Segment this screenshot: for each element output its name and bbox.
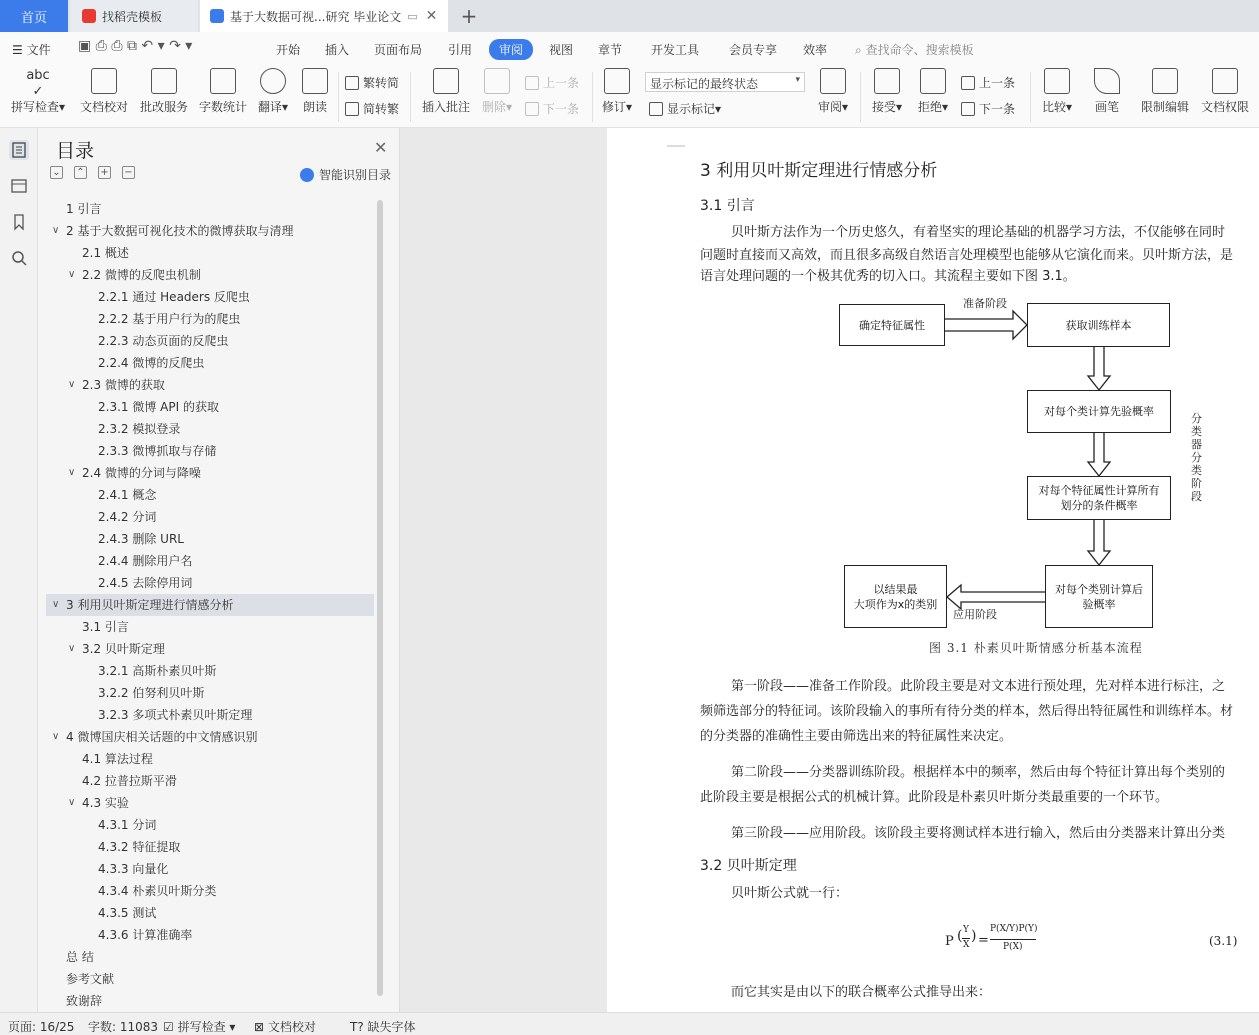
formula-lhs-den: X [963, 940, 970, 950]
doc-permission-button[interactable] [1198, 68, 1252, 115]
paragraph-line: 语言处理问题的一个极其优秀的切入口。其流程主要如下图 3.1。 [700, 269, 1076, 284]
figure-caption: 图 3.1 朴素贝叶斯情感分析基本流程 [929, 641, 1143, 655]
read-aloud-icon [302, 68, 328, 94]
toc-item[interactable] [46, 968, 374, 990]
smart-toc-label: 智能识别目录 [319, 168, 392, 182]
toc-item-label: 4.3.2 特征提取 [98, 840, 181, 854]
convert-icon [345, 76, 359, 90]
lock-icon [1152, 68, 1178, 94]
toc-item[interactable] [46, 396, 374, 418]
word-count-indicator[interactable]: 字数: 11083 [88, 1020, 159, 1034]
toc-item[interactable] [46, 418, 374, 440]
left-sidebar [0, 128, 38, 1012]
menu-member[interactable]: 会员专享 [729, 43, 778, 57]
missing-font-icon: T? [350, 1020, 364, 1034]
flow-box-sample: 获取训练样本 [1027, 303, 1170, 347]
menu-view[interactable]: 视图 [549, 43, 574, 57]
toc-item-label: 2 基于大数据可视化技术的微博获取与清理 [66, 224, 294, 238]
toc-item-label: 3.1 引言 [82, 620, 129, 634]
flow-box-feature: 确定特征属性 [839, 304, 945, 346]
chevron-down-icon[interactable]: ∨ [52, 599, 60, 610]
reject-button[interactable]: 拒绝▾ [914, 68, 952, 115]
toc-item-label: 4.2 拉普拉斯平滑 [82, 774, 177, 788]
status-font-label: 缺失字体 [367, 1020, 416, 1034]
status-bar [0, 1012, 1259, 1034]
tab-home[interactable] [0, 0, 68, 32]
checkbox-icon: ☑ [163, 1020, 174, 1034]
pen-icon [1094, 68, 1120, 94]
toc-item[interactable] [46, 990, 374, 1008]
toc-item[interactable] [46, 220, 374, 242]
toc-item-label: 4.3 实验 [82, 796, 129, 810]
file-menu-label: 文件 [26, 43, 51, 57]
toc-item[interactable] [46, 352, 374, 374]
menu-start[interactable]: 开始 [276, 43, 301, 57]
docer-logo-icon [82, 9, 96, 23]
status-spell-check[interactable]: ☑ 拼写检查 ▾ [163, 1020, 236, 1034]
chevron-down-icon[interactable]: ∨ [52, 225, 60, 236]
review-pane-label: 审阅 [817, 100, 842, 114]
toc-item[interactable] [46, 704, 374, 726]
toc-item[interactable] [46, 770, 374, 792]
show-marks-icon [649, 102, 663, 116]
toc-item-label: 4 微博国庆相关话题的中文情感识别 [66, 730, 258, 744]
comment-plus-icon [433, 68, 459, 94]
command-search[interactable] [855, 41, 974, 58]
restrict-edit-button[interactable] [1138, 68, 1192, 115]
next-change-icon [961, 102, 975, 116]
toc-item[interactable] [46, 572, 374, 594]
word-doc-icon [210, 9, 224, 23]
menu-layout[interactable]: 页面布局 [374, 43, 423, 57]
menu-dev-tools[interactable]: 开发工具 [651, 43, 700, 57]
toc-item[interactable] [46, 902, 374, 924]
to-simplified-label: 简转繁 [363, 102, 400, 116]
tab-bar [0, 0, 1259, 32]
comment-delete-icon [484, 68, 510, 94]
toc-item-label: 3.2.2 伯努利贝叶斯 [98, 686, 205, 700]
smart-toc-icon [300, 168, 314, 182]
toc-item[interactable] [46, 308, 374, 330]
add-level-icon[interactable]: + [98, 166, 111, 179]
formula-rhs-den: P(X) [1003, 942, 1023, 952]
toc-item-label: 3.2.3 多项式朴素贝叶斯定理 [98, 708, 253, 722]
tab-close-icon[interactable]: ✕ [425, 8, 438, 24]
search-icon: ⌕ [855, 43, 862, 57]
convert-icon [345, 102, 359, 116]
toc-item[interactable] [46, 594, 374, 616]
review-ribbon [0, 66, 1259, 128]
delete-comment-button[interactable]: 删除▾ [479, 68, 515, 115]
flow-box-text: 以结果最 [873, 582, 918, 596]
paragraph-line: 第一阶段——准备工作阶段。此阶段主要是对文本进行预处理，先对样本进行标注，之 [731, 679, 1226, 694]
toc-item[interactable] [46, 924, 374, 946]
chevron-down-icon: ▾ [795, 75, 800, 85]
formula-tag: (3.1) [1209, 934, 1238, 948]
toc-scrollbar[interactable] [377, 200, 383, 996]
flow-arrow-down [1088, 433, 1110, 476]
toc-item[interactable] [46, 726, 374, 748]
paragraph-line: 而它其实是由以下的联合概率公式推导出来： [731, 985, 992, 1000]
prev-comment-button[interactable] [525, 74, 579, 91]
toc-item-label: 2.3.1 微博 API 的获取 [98, 400, 219, 414]
page-indicator[interactable]: 页面: 16/25 [8, 1020, 75, 1034]
flow-label-apply: 应用阶段 [953, 608, 997, 621]
toc-title: 目录 [56, 140, 95, 162]
menu-reference[interactable]: 引用 [448, 43, 473, 57]
toc-item-label: 4.3.1 分词 [98, 818, 157, 832]
chevron-down-icon[interactable]: ∨ [68, 643, 76, 654]
toc-item[interactable] [46, 242, 374, 264]
mark-state-select[interactable] [645, 72, 805, 92]
tab-document-label: 基于大数据可视...研究 毕业论文 [230, 9, 402, 24]
mark-state-value: 显示标记的最终状态 [650, 77, 759, 91]
prev-change-icon [961, 76, 975, 90]
toc-item-label: 4.3.4 朴素贝叶斯分类 [98, 884, 217, 898]
spell-check-icon: abc ✓ [26, 68, 50, 99]
toc-item-label: 2.3.3 微博抓取与存储 [98, 444, 217, 458]
ribbon-divider [1030, 72, 1031, 122]
reject-label: 拒绝 [917, 100, 942, 114]
flow-box-text: 验概率 [1082, 597, 1116, 611]
doc-permission-label: 文档权限 [1200, 100, 1249, 114]
toc-item-label: 2.2.2 基于用户行为的爬虫 [98, 312, 241, 326]
new-tab-plus-icon[interactable]: + [460, 4, 478, 28]
track-changes-icon [604, 68, 630, 94]
proofread-small-icon: ⊠ [254, 1020, 265, 1034]
toc-item[interactable] [46, 858, 374, 880]
toc-item-label: 1 引言 [66, 202, 102, 216]
word-count-label: 字数统计 [198, 100, 247, 114]
menu-chapter[interactable]: 章节 [598, 43, 623, 57]
compare-label: 比较 [1041, 100, 1066, 114]
toc-item[interactable] [46, 484, 374, 506]
tab-template[interactable] [70, 0, 198, 32]
flow-arrow-down [1088, 347, 1110, 390]
ribbon-divider [860, 72, 861, 122]
insert-comment-button[interactable] [418, 68, 474, 115]
chevron-down-icon[interactable]: ∨ [68, 797, 76, 808]
flow-box-text: 对每个特征属性计算所有 [1038, 484, 1160, 497]
tab-screen-icon[interactable]: ▭ [407, 9, 418, 23]
toc-item-label: 3 利用贝叶斯定理进行情感分析 [66, 598, 234, 612]
next-change-button[interactable] [961, 100, 1015, 117]
spell-check-button[interactable]: abc ✓ 拼写检查▾ [8, 68, 68, 115]
toc-item-label: 3.2.1 高斯朴素贝叶斯 [98, 664, 217, 678]
toc-item-label: 2.3.2 模拟登录 [98, 422, 181, 436]
prev-comment-label: 上一条 [543, 76, 580, 90]
toc-item[interactable] [46, 374, 374, 396]
ribbon-divider [410, 72, 411, 122]
paragraph-line: 的分类器的准确性主要由筛选出来的特征属性来决定。 [700, 729, 1013, 744]
next-comment-button[interactable] [525, 100, 579, 117]
flow-box-text: 对每个类别计算后 [1055, 582, 1143, 596]
proofread-icon [91, 68, 117, 94]
word-count-icon [210, 68, 236, 94]
toc-item[interactable] [46, 946, 374, 968]
chevron-down-icon[interactable]: ∨ [68, 467, 76, 478]
formula-paren: ( [957, 928, 963, 944]
toc-item[interactable] [46, 264, 374, 286]
toc-item-label: 致谢辞 [66, 994, 103, 1008]
restrict-edit-label: 限制编辑 [1140, 100, 1189, 114]
chevron-down-icon[interactable]: ∨ [68, 379, 76, 390]
paragraph-line: 频筛选部分的特征词。该阶段输入的事所有待分类的样本，然后得出特征属性和训练样本。材 [700, 704, 1234, 719]
track-changes-button[interactable]: 修订▾ [598, 68, 636, 115]
toc-item[interactable] [46, 880, 374, 902]
next-change-label: 下一条 [979, 102, 1016, 116]
navigation-icon[interactable] [9, 176, 29, 196]
prev-change-button[interactable] [961, 74, 1015, 91]
flow-box-prior: 对每个类计算先验概率 [1027, 390, 1171, 433]
document-page [607, 128, 1259, 1012]
to-simplified-button[interactable] [345, 100, 399, 117]
show-marks-button[interactable]: 显示标记 ▾ [649, 100, 721, 117]
toc-item[interactable] [46, 286, 374, 308]
heading-3-1: 3.1 引言 [700, 198, 755, 214]
heading-chapter-3: 3 利用贝叶斯定理进行情感分析 [700, 161, 938, 181]
compare-button[interactable]: 比较▾ [1038, 68, 1076, 115]
toc-item-label: 4.3.5 测试 [98, 906, 157, 920]
show-marks-label: 显示标记 [667, 102, 716, 116]
toc-item-label: 2.3 微博的获取 [82, 378, 165, 392]
status-proofread[interactable] [254, 1018, 316, 1035]
toc-item[interactable] [46, 682, 374, 704]
ribbon-divider [338, 72, 339, 122]
tab-document[interactable] [200, 0, 448, 32]
menu-insert[interactable]: 插入 [325, 43, 350, 57]
flow-arrow-left [947, 585, 1045, 609]
flow-label-train: 分类器分类阶段 [1191, 412, 1202, 503]
translate-label: 翻译 [257, 100, 282, 114]
toc-list [46, 198, 374, 1008]
toc-item[interactable] [46, 440, 374, 462]
hamburger-icon: ☰ [12, 43, 23, 57]
accept-icon [874, 68, 900, 94]
toc-item-label: 4.1 算法过程 [82, 752, 153, 766]
flow-arrow-down [1088, 520, 1110, 565]
to-traditional-button[interactable] [345, 74, 399, 91]
paragraph-line: 第二阶段——分类器训练阶段。根据样本中的频率，然后由每个特征计算出每个类别的 [731, 765, 1226, 780]
batch-service-icon [151, 68, 177, 94]
toc-item-label: 3.2 贝叶斯定理 [82, 642, 165, 656]
read-aloud-label: 朗读 [302, 100, 327, 114]
batch-service-button[interactable] [138, 68, 190, 115]
proofread-button[interactable] [78, 68, 130, 115]
toc-item-label: 总 结 [66, 950, 94, 964]
menu-efficiency[interactable]: 效率 [803, 43, 828, 57]
status-proof-label: 文档校对 [267, 1020, 316, 1034]
accept-label: 接受 [871, 100, 896, 114]
formula-paren: ) [971, 928, 977, 944]
menu-review[interactable]: 审阅 [489, 39, 533, 60]
menu-row [0, 32, 1259, 66]
word-count-button[interactable] [197, 68, 249, 115]
track-changes-label: 修订 [601, 100, 626, 114]
toc-item-label: 2.4.1 概念 [98, 488, 157, 502]
flow-box-text: 大项作为x的类别 [853, 597, 938, 611]
ribbon-divider [592, 72, 593, 122]
toc-item-label: 2.4.4 删除用户名 [98, 554, 193, 568]
paragraph-line: 此阶段主要是根据公式的机械计算。此阶段是朴素贝叶斯分类最重要的一个环节。 [700, 790, 1169, 805]
batch-service-label: 批改服务 [139, 100, 188, 114]
toc-item-label: 参考文献 [66, 972, 115, 986]
toc-item-label: 4.3.6 计算准确率 [98, 928, 193, 942]
file-menu[interactable] [12, 41, 51, 58]
toc-item-label: 2.4 微博的分词与降噪 [82, 466, 201, 480]
toc-item[interactable] [46, 330, 374, 352]
chevron-down-icon[interactable]: ∨ [68, 269, 76, 280]
toc-item[interactable] [46, 616, 374, 638]
toc-item[interactable] [46, 638, 374, 660]
fraction-bar [962, 938, 970, 939]
toc-item[interactable] [46, 836, 374, 858]
translate-icon [260, 68, 286, 94]
spell-check-label: 拼写检查 [10, 100, 59, 114]
toc-item-label: 2.2.1 通过 Headers 反爬虫 [98, 290, 250, 304]
toc-item-label: 2.2.3 动态页面的反爬虫 [98, 334, 229, 348]
paragraph-line: 第三阶段——应用阶段。该阶段主要将测试样本进行输入，然后由分类器来计算出分类 [731, 826, 1226, 841]
expand-all-icon[interactable]: ⌄ [50, 166, 63, 179]
toc-item-label: 4.3.3 向量化 [98, 862, 169, 876]
toc-item-label: 2.1 概述 [82, 246, 129, 260]
toc-item-label: 2.4.5 去除停用词 [98, 576, 193, 590]
remove-level-icon[interactable]: − [122, 166, 135, 179]
flow-arrows [607, 128, 1259, 648]
read-aloud-button[interactable] [298, 68, 332, 115]
tab-template-label: 找稻壳模板 [102, 9, 163, 24]
prev-change-label: 上一条 [979, 76, 1016, 90]
smart-toc-button[interactable] [300, 166, 391, 183]
formula-rhs-num: P(X/Y)P(Y) [990, 924, 1038, 934]
flow-label-prep: 准备阶段 [963, 297, 1007, 310]
command-search-placeholder: 查找命令、搜索模板 [865, 43, 974, 57]
toc-item-label: 2.4.2 分词 [98, 510, 157, 524]
toc-item[interactable] [46, 462, 374, 484]
accept-button[interactable]: 接受▾ [868, 68, 906, 115]
toc-item[interactable] [46, 550, 374, 572]
pen-label: 画笔 [1094, 100, 1119, 114]
toc-item-label: 2.4.3 删除 URL [98, 532, 184, 546]
compare-icon [1044, 68, 1070, 94]
close-icon[interactable]: ✕ [374, 138, 388, 157]
next-comment-icon [525, 102, 539, 116]
toc-item[interactable] [46, 814, 374, 836]
formula-eq: = [978, 933, 989, 948]
chevron-down-icon[interactable]: ∨ [52, 731, 60, 742]
toc-item-label: 2.2 微博的反爬虫机制 [82, 268, 201, 282]
toc-panel [38, 128, 400, 1012]
pen-button[interactable] [1090, 68, 1124, 115]
heading-3-2: 3.2 贝叶斯定理 [700, 858, 797, 874]
paragraph-line: 贝叶斯方法作为一个历史悠久，有着坚实的理论基础的机器学习方法，不仅能够在同时 [731, 225, 1226, 240]
next-comment-label: 下一条 [543, 102, 580, 116]
quick-access-icons[interactable]: ▣ ⎙ ⎙ ⧉ ↶ ▾ ↷ ▾ [78, 38, 193, 54]
toc-item[interactable] [46, 792, 374, 814]
flow-box-text: 划分的条件概率 [1060, 499, 1138, 512]
toc-item[interactable] [46, 660, 374, 682]
formula-lhs: P [945, 934, 954, 949]
search-icon[interactable] [9, 248, 29, 268]
review-pane-icon [820, 68, 846, 94]
doc-permission-icon [1212, 68, 1238, 94]
toc-panel-icon[interactable] [9, 140, 29, 160]
toc-item[interactable] [46, 528, 374, 550]
status-spell-label: 拼写检查 [177, 1020, 226, 1034]
formula-lhs-num: Y [963, 925, 969, 935]
to-traditional-label: 繁转简 [363, 76, 400, 90]
reject-icon [920, 68, 946, 94]
toc-item-label: 2.2.4 微博的反爬虫 [98, 356, 205, 370]
flow-arrow-right [945, 311, 1027, 339]
bookmark-icon[interactable] [9, 212, 29, 232]
paragraph-line: 贝叶斯公式就一行： [731, 886, 849, 901]
paragraph-line: 问题时直接而又高效，而且很多高级自然语言处理模型也能够从它演化而来。贝叶斯方法，是 [700, 248, 1234, 263]
tab-home-label: 首页 [20, 10, 47, 26]
collapse-all-icon[interactable]: ⌃ [74, 166, 87, 179]
toc-item[interactable] [46, 198, 374, 220]
toc-item[interactable] [46, 748, 374, 770]
insert-comment-label: 插入批注 [421, 100, 470, 114]
fraction-bar [990, 939, 1036, 940]
prev-comment-icon [525, 76, 539, 90]
delete-comment-label: 删除 [481, 100, 506, 114]
review-pane-button[interactable]: 审阅▾ [814, 68, 852, 115]
status-missing-font[interactable] [350, 1018, 416, 1035]
toc-item[interactable] [46, 506, 374, 528]
translate-button[interactable]: 翻译▾ [253, 68, 293, 115]
proofread-label: 文档校对 [79, 100, 128, 114]
